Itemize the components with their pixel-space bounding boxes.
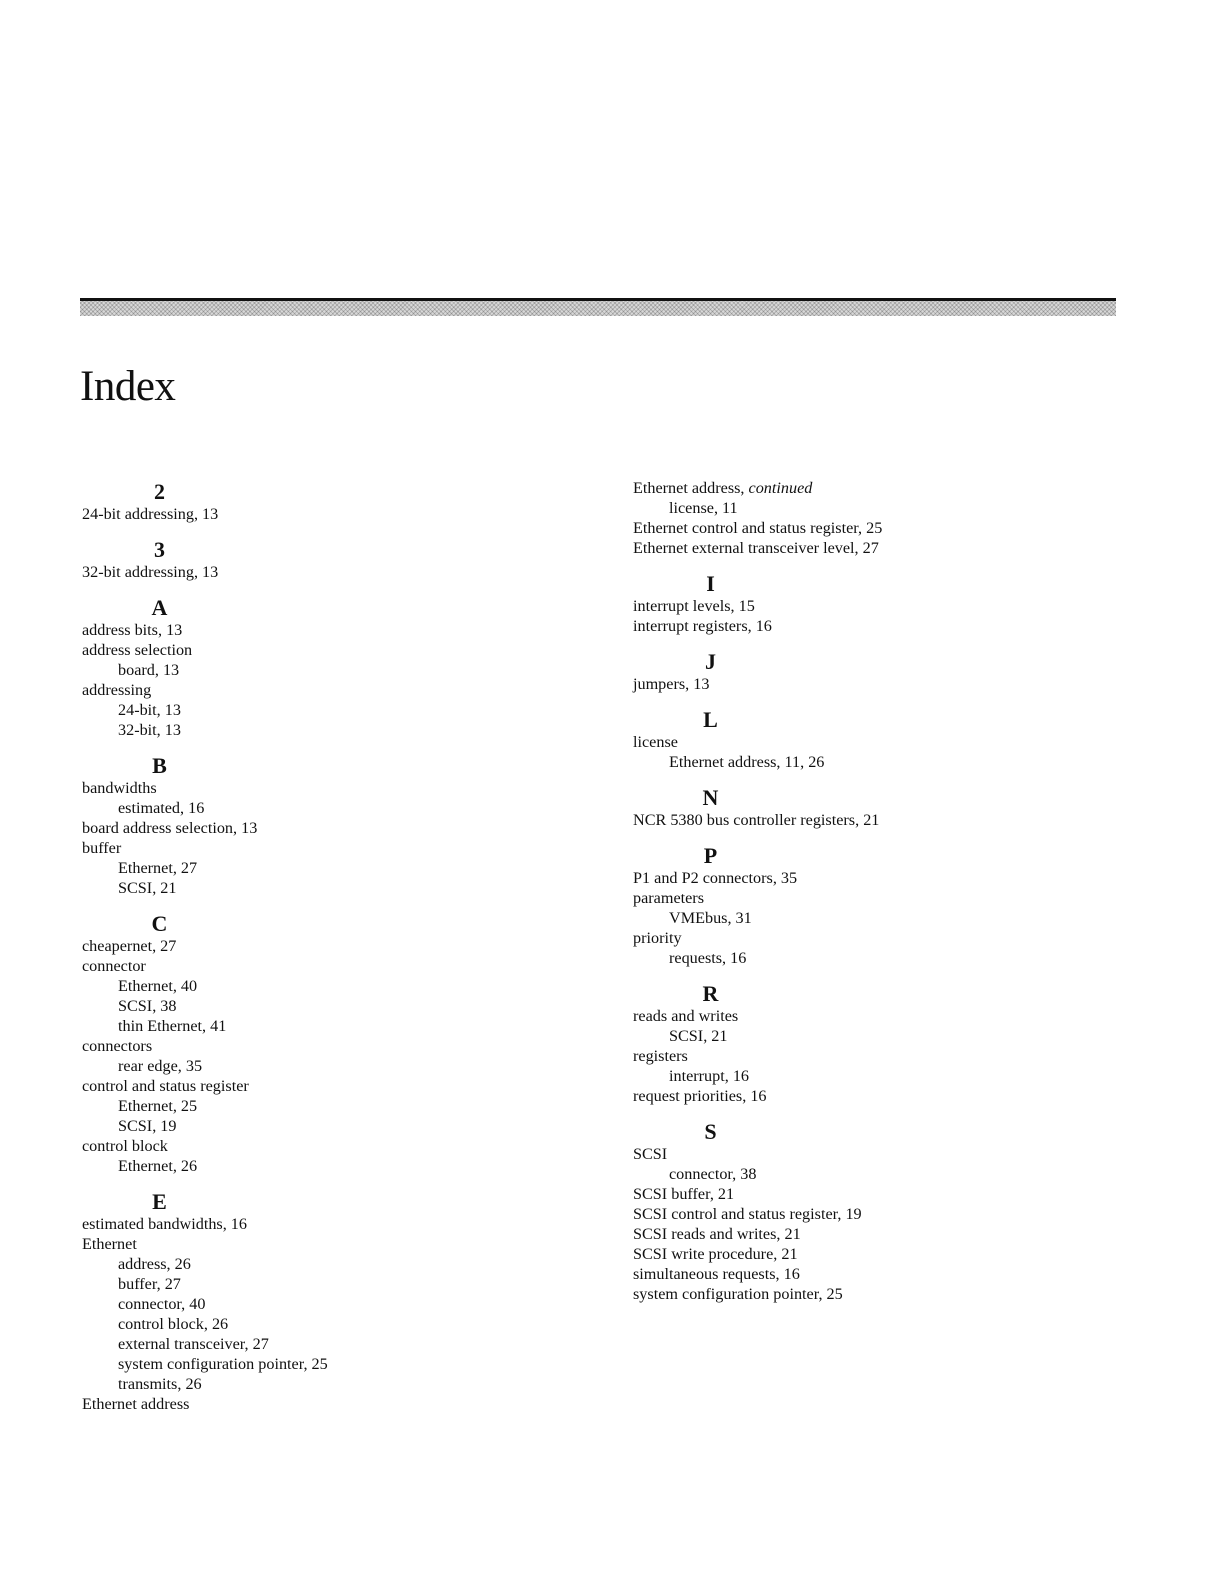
index-subentry (82, 660, 552, 680)
entry-text: Ethernet, 27 (118, 859, 198, 877)
index-entry (82, 838, 552, 858)
index-entry (633, 1264, 1103, 1284)
entry-text: simultaneous requests, 16 (633, 1265, 800, 1283)
entry-text: SCSI, 38 (118, 997, 177, 1015)
index-entry (633, 1086, 1103, 1106)
index-letter-heading: I (706, 571, 715, 596)
index-subentry (82, 1314, 552, 1334)
index-subentry (82, 1254, 552, 1274)
entry-text: P1 and P2 connectors, 35 (633, 869, 798, 887)
index-subentry (633, 498, 1103, 518)
index-subentry (82, 858, 552, 878)
index-column-left (82, 478, 552, 1414)
index-entry (82, 1214, 552, 1234)
index-letter-heading: P (703, 843, 718, 868)
entry-text: control and status register (82, 1077, 249, 1095)
entry-text: registers (633, 1047, 688, 1065)
index-entry (82, 1234, 552, 1254)
entry-text: address bits, 13 (82, 621, 183, 639)
index-subentry (633, 1026, 1103, 1046)
entry-text: cheapernet, 27 (82, 937, 177, 955)
index-entry (82, 1136, 552, 1156)
entry-text: requests, 16 (669, 949, 747, 967)
entry-text: addressing (82, 681, 152, 699)
index-group (82, 752, 552, 898)
index-group (82, 536, 552, 582)
entry-text: transmits, 26 (118, 1375, 202, 1393)
index-entry (82, 620, 552, 640)
index-entry (82, 936, 552, 956)
entry-text: Ethernet, 25 (118, 1097, 198, 1115)
index-entry (633, 1144, 1103, 1164)
entry-text: interrupt, 16 (669, 1067, 750, 1085)
index-subentry (633, 752, 1103, 772)
index-entry (633, 1046, 1103, 1066)
entry-text: rear edge, 35 (118, 1057, 203, 1075)
entry-text: Ethernet address (82, 1395, 190, 1413)
index-entry (633, 478, 1103, 498)
index-entry (82, 1036, 552, 1056)
index-group (82, 1188, 552, 1414)
index-entry (82, 778, 552, 798)
index-subentry (82, 1294, 552, 1314)
entry-text: Ethernet address, (633, 479, 749, 497)
entry-text: address, 26 (118, 1255, 191, 1273)
index-subentry (82, 996, 552, 1016)
index-letter-heading: E (152, 1189, 167, 1214)
entry-text: priority (633, 929, 682, 947)
entry-text: 32-bit addressing, 13 (82, 563, 219, 581)
index-letter-heading: C (151, 911, 168, 936)
entry-text: SCSI (633, 1145, 668, 1163)
entry-text: SCSI buffer, 21 (633, 1185, 735, 1203)
page-title: Index (80, 363, 176, 410)
index-subentry (82, 1056, 552, 1076)
index-subentry (82, 798, 552, 818)
continued-label: continued (748, 479, 813, 497)
entry-text: connector, 40 (118, 1295, 206, 1313)
entry-text: Ethernet external transceiver level, 27 (633, 539, 879, 557)
index-letter-heading: N (702, 785, 719, 810)
index-entry (633, 616, 1103, 636)
entry-text: buffer (82, 839, 122, 857)
index-group (633, 570, 1103, 636)
index-entry (633, 1244, 1103, 1264)
index-letter-heading: 2 (154, 479, 165, 504)
index-entry (82, 956, 552, 976)
index-entry (633, 518, 1103, 538)
index-entry (633, 1204, 1103, 1224)
entry-text: 32-bit, 13 (118, 721, 181, 739)
index-subentry (633, 948, 1103, 968)
entry-text: NCR 5380 bus controller registers, 21 (633, 811, 880, 829)
index-group (633, 980, 1103, 1106)
index-subentry (82, 1274, 552, 1294)
entry-text: 24-bit addressing, 13 (82, 505, 219, 523)
entry-text: 24-bit, 13 (118, 701, 181, 719)
entry-text: jumpers, 13 (633, 675, 710, 693)
entry-text: address selection (82, 641, 193, 659)
index-letter-heading: 3 (154, 537, 165, 562)
index-group (633, 648, 1103, 694)
index-letter-heading: B (152, 753, 167, 778)
index-subentry (82, 700, 552, 720)
index-entry (633, 868, 1103, 888)
entry-text: Ethernet (82, 1235, 137, 1253)
entry-text: request priorities, 16 (633, 1087, 767, 1105)
entry-text: Ethernet address, 11, 26 (669, 753, 825, 771)
entry-text: system configuration pointer, 25 (633, 1285, 843, 1303)
index-entry (82, 504, 552, 524)
index-subentry (82, 720, 552, 740)
index-group (633, 1118, 1103, 1304)
entry-text: VMEbus, 31 (669, 909, 752, 927)
entry-text: system configuration pointer, 25 (118, 1355, 328, 1373)
index-group (633, 478, 1103, 558)
entry-text: SCSI, 19 (118, 1117, 177, 1135)
index-subentry (82, 878, 552, 898)
index-subentry (82, 1334, 552, 1354)
index-subentry (633, 1066, 1103, 1086)
index-entry (82, 562, 552, 582)
index-group (633, 842, 1103, 968)
index-subentry (82, 1374, 552, 1394)
entry-text: Ethernet, 40 (118, 977, 198, 995)
entry-text: buffer, 27 (118, 1275, 181, 1293)
entry-text: estimated, 16 (118, 799, 205, 817)
index-letter-heading: J (705, 649, 716, 674)
index-entry (633, 674, 1103, 694)
index-subentry (633, 1164, 1103, 1184)
entry-text: board, 13 (118, 661, 180, 679)
index-letter-heading: L (703, 707, 718, 732)
entry-text: reads and writes (633, 1007, 739, 1025)
entry-text: license (633, 733, 678, 751)
entry-text: connector, 38 (669, 1165, 757, 1183)
entry-text: Ethernet, 26 (118, 1157, 198, 1175)
entry-text: parameters (633, 889, 705, 907)
index-group (633, 784, 1103, 830)
entry-text: license, 11 (669, 499, 738, 517)
index-subentry (82, 1116, 552, 1136)
index-entry (633, 538, 1103, 558)
entry-text: SCSI, 21 (669, 1027, 728, 1045)
index-group (82, 910, 552, 1176)
entry-text: SCSI, 21 (118, 879, 177, 897)
index-entry (633, 810, 1103, 830)
index-entry (633, 1284, 1103, 1304)
index-group (82, 478, 552, 524)
entry-text: control block (82, 1137, 168, 1155)
index-subentry (82, 1096, 552, 1116)
index-entry (633, 1184, 1103, 1204)
index-letter-heading: A (151, 595, 168, 620)
index-entry (82, 680, 552, 700)
entry-text: thin Ethernet, 41 (118, 1017, 227, 1035)
entry-text: control block, 26 (118, 1315, 229, 1333)
index-column-right (633, 478, 1103, 1304)
entry-text: interrupt levels, 15 (633, 597, 755, 615)
index-group (82, 594, 552, 740)
entry-text: SCSI reads and writes, 21 (633, 1225, 801, 1243)
entry-text: SCSI write procedure, 21 (633, 1245, 798, 1263)
index-entry (82, 1394, 552, 1414)
entry-text: external transceiver, 27 (118, 1335, 269, 1353)
index-entry (633, 928, 1103, 948)
entry-text: bandwidths (82, 779, 157, 797)
index-entry (633, 732, 1103, 752)
entry-text: Ethernet control and status register, 25 (633, 519, 883, 537)
entry-text: connector (82, 957, 146, 975)
index-entry (633, 888, 1103, 908)
entry-text: estimated bandwidths, 16 (82, 1215, 247, 1233)
header-rule (80, 298, 1116, 316)
index-entry (82, 1076, 552, 1096)
entry-text: board address selection, 13 (82, 819, 258, 837)
entry-text: connectors (82, 1037, 153, 1055)
index-letter-heading: R (702, 981, 719, 1006)
index-subentry (633, 908, 1103, 928)
index-group (633, 706, 1103, 772)
index-entry (633, 1224, 1103, 1244)
index-entry (82, 818, 552, 838)
index-entry (633, 1006, 1103, 1026)
index-entry (82, 640, 552, 660)
entry-text: SCSI control and status register, 19 (633, 1205, 862, 1223)
index-entry (633, 596, 1103, 616)
index-letter-heading: S (704, 1119, 717, 1144)
index-subentry (82, 1156, 552, 1176)
index-subentry (82, 1016, 552, 1036)
index-subentry (82, 1354, 552, 1374)
index-subentry (82, 976, 552, 996)
entry-text: interrupt registers, 16 (633, 617, 772, 635)
